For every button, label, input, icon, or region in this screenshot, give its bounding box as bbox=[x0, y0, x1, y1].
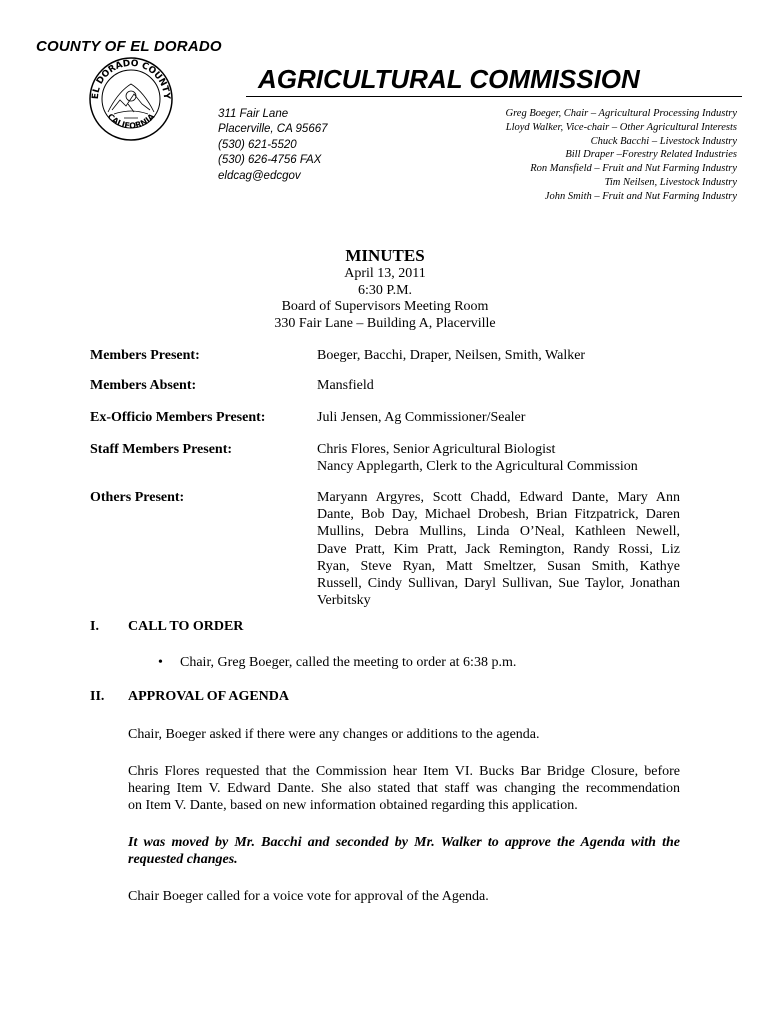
attendance-label: Ex-Officio Members Present: bbox=[90, 410, 266, 425]
minutes-title: MINUTES bbox=[345, 246, 425, 265]
attendance-value bbox=[317, 409, 680, 426]
bullet-icon: • bbox=[158, 655, 163, 670]
paragraph-line: hearing Item V. Edward Dante. She also stated that staff was changing the recommendation bbox=[128, 781, 680, 797]
member-line: Greg Boeger, Chair – Agricultural Processing Industry bbox=[505, 108, 737, 119]
meeting-room: Board of Supervisors Meeting Room bbox=[281, 299, 489, 314]
call-to-order-text: Chair, Greg Boeger, called the meeting to order at 6:38 p.m. bbox=[180, 655, 517, 670]
header-rule bbox=[246, 96, 742, 97]
member-line: Lloyd Walker, Vice-chair – Other Agricultural Interests bbox=[505, 121, 737, 133]
member-line: Bill Draper –Forestry Related Industries bbox=[565, 149, 737, 161]
agenda-paragraph-3: Chair Boeger called for a voice vote for approval of the Agenda. bbox=[128, 889, 489, 904]
member-line: Tim Neilsen, Livestock Industry bbox=[604, 176, 737, 188]
member-line: Ron Mansfield – Fruit and Nut Farming Industry bbox=[530, 163, 737, 175]
meeting-date: April 13, 2011 bbox=[344, 266, 426, 281]
agenda-paragraph-2 bbox=[128, 763, 680, 815]
attendance-value bbox=[317, 377, 680, 394]
attendance-line: Mullins, Debra Mullins, Linda O’Neal, Kathleen Newell, bbox=[317, 524, 680, 540]
svg-text:CALIFORNIA bbox=[106, 111, 157, 130]
meeting-address: 330 Fair Lane – Building A, Placerville bbox=[274, 315, 496, 331]
county-seal-icon bbox=[88, 56, 174, 142]
contact-line: 311 Fair Lane bbox=[218, 108, 289, 120]
paragraph-line: Chris Flores requested that the Commission hear Item VI. Bucks Bar Bridge Closure, before bbox=[128, 764, 680, 779]
contact-line: eldcag@edcgov bbox=[218, 169, 301, 182]
section-number: II. bbox=[90, 689, 105, 704]
attendance-label: Members Present: bbox=[90, 348, 200, 363]
meeting-time: 6:30 P.M. bbox=[357, 282, 413, 298]
section-number: I. bbox=[90, 619, 99, 634]
county-name: COUNTY OF EL DORADO bbox=[36, 38, 222, 55]
paragraph-line: requested changes. bbox=[128, 852, 238, 868]
section-title: APPROVAL OF AGENDA bbox=[128, 689, 290, 704]
commission-title: AGRICULTURAL COMMISSION bbox=[258, 64, 640, 94]
attendance-line: Chris Flores, Senior Agricultural Biologist bbox=[317, 442, 556, 457]
member-line: John Smith – Fruit and Nut Farming Industry bbox=[544, 190, 737, 202]
attendance-value bbox=[317, 347, 680, 364]
paragraph-line: on Item V. Dante, based on new information obtained regarding this application. bbox=[128, 798, 578, 814]
commission-members-list bbox=[506, 107, 737, 204]
attendance-label: Others Present: bbox=[90, 490, 185, 505]
attendance-line: Mansfield bbox=[317, 378, 374, 393]
minutes-heading bbox=[0, 246, 770, 332]
attendance-label: Staff Members Present: bbox=[90, 442, 233, 457]
attendance-value bbox=[317, 489, 680, 609]
agenda-paragraph-1: Chair, Boeger asked if there were any changes or additions to the agenda. bbox=[128, 727, 540, 742]
attendance-line: Nancy Applegarth, Clerk to the Agricultural Commission bbox=[317, 459, 638, 475]
contact-line: Placerville, CA 95667 bbox=[218, 123, 328, 136]
contact-line: (530) 626-4756 FAX bbox=[218, 154, 322, 167]
section-title: CALL TO ORDER bbox=[128, 619, 244, 634]
attendance-label: Members Absent: bbox=[90, 378, 197, 393]
attendance-value bbox=[317, 441, 680, 475]
paragraph-line: It was moved by Mr. Bacchi and seconded by Mr. Walker to approve the Agenda with the bbox=[128, 835, 680, 850]
call-to-order-item bbox=[158, 655, 516, 671]
member-line: Chuck Bacchi – Livestock Industry bbox=[590, 135, 737, 147]
attendance-line: Ryan, Steve Ryan, Matt Smeltzer, Susan Smith, Kathye bbox=[317, 558, 680, 574]
seal-top-text: EL DORADO COUNTY bbox=[90, 58, 172, 100]
agenda-motion bbox=[128, 834, 680, 868]
attendance-line: Verbitsky bbox=[317, 593, 371, 609]
attendance-line: Maryann Argyres, Scott Chadd, Edward Dante, Mary Ann bbox=[317, 490, 680, 505]
attendance-line: Russell, Cindy Sullivan, Daryl Sullivan, Sue Taylor, Jonathan bbox=[317, 576, 680, 592]
attendance-line: Dante, Bob Day, Michael Drobesh, Brian Fitzpatrick, Daren bbox=[317, 507, 680, 523]
attendance-line: Juli Jensen, Ag Commissioner/Sealer bbox=[317, 410, 526, 425]
attendance-line: Dave Pratt, Kim Pratt, Jack Remington, Randy Rossi, Liz bbox=[317, 541, 680, 557]
seal-bottom-text: CALIFORNIA bbox=[105, 111, 157, 131]
contact-info bbox=[218, 107, 328, 184]
contact-line: (530) 621-5520 bbox=[218, 138, 297, 151]
attendance-line: Boeger, Bacchi, Draper, Neilsen, Smith, Walker bbox=[317, 348, 586, 363]
